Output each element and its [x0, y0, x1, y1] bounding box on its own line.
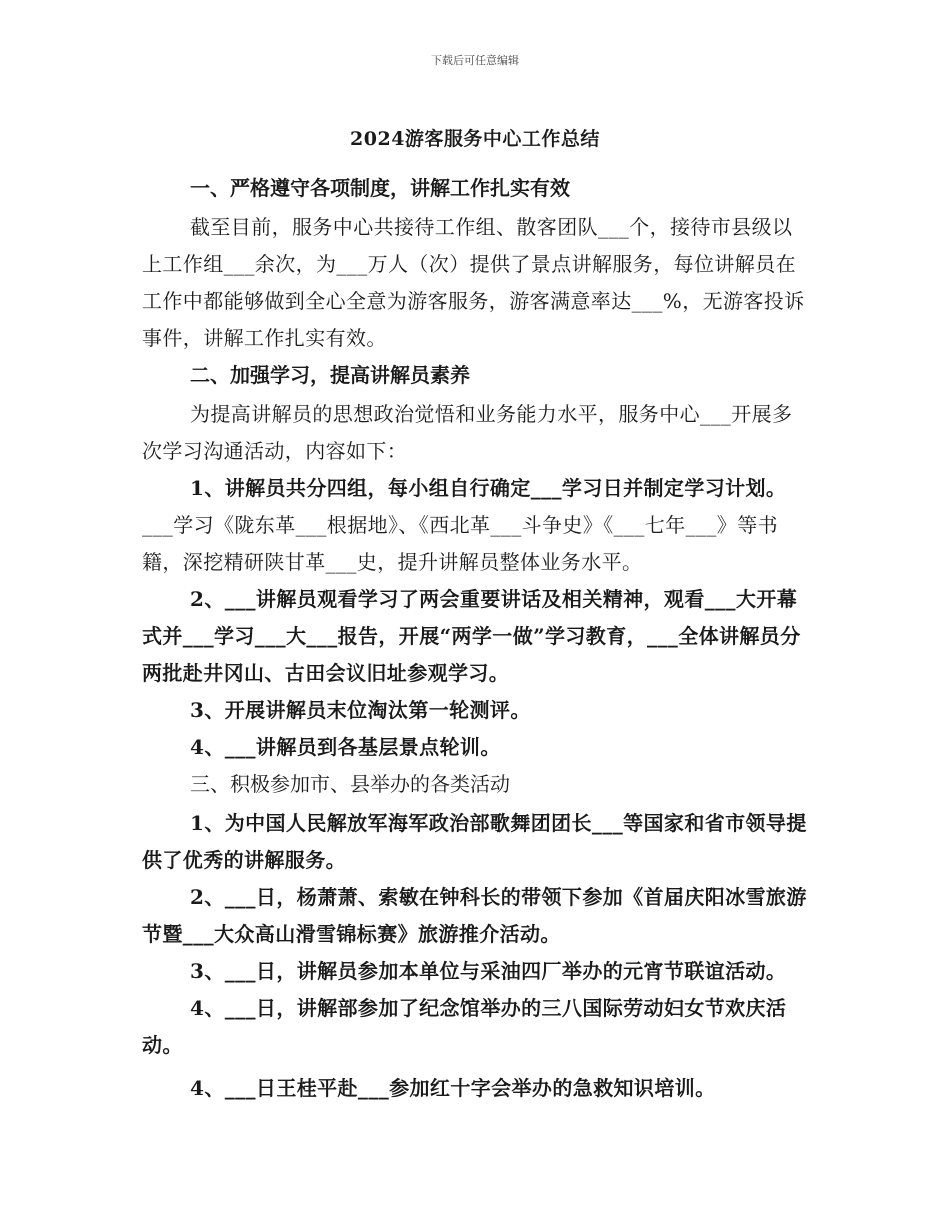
section-3-item-5: 4、___日王桂平赴___参加红十字会举办的急救知识培训。	[190, 1076, 716, 1100]
document-body	[142, 170, 812, 1107]
section-2-item-4: 4、___讲解员到各基层景点轮训。	[190, 735, 501, 759]
section-3-item-4: 4、___日，讲解部参加了纪念馆举办的三八国际劳动妇女节欢庆活动。	[142, 996, 787, 1057]
section-2-heading: 二、加强学习，提高讲解员素养	[190, 363, 470, 387]
section-2-item-1-detail: ___学习《陇东革___根据地》、《西北革___斗争史》《___七年___》等书籍，深挖精研陕甘革___史，提升讲解员整体业务水平。	[142, 513, 778, 574]
section-3-item-1: 1、为中国人民解放军海军政治部歌舞团团长___等国家和省市领导提供了优秀的讲解服务。	[142, 811, 807, 872]
section-2-item-1-heading: 1、讲解员共分四组，每小组自行确定___学习日并制定学习计划。	[190, 476, 787, 500]
section-1-heading: 一、严格遵守各项制度，讲解工作扎实有效	[190, 176, 570, 200]
section-3-item-3: 3、___日，讲解员参加本单位与采油四厂举办的元宵节联谊活动。	[190, 959, 787, 983]
section-2-intro: 为提高讲解员的思想政治觉悟和业务能力水平，服务中心___开展多次学习沟通活动，内容如下：	[142, 402, 793, 463]
section-2-item-2: 2、___讲解员观看学习了两会重要讲话及相关精神，观看___大开幕式并___学习___大___报告，开展“两学一做”学习教育，___全体讲解员分两批赴井冈山、古田会议旧址参观学习。	[142, 587, 801, 685]
section-3-item-2: 2、___日，杨萧萧、索敏在钟科长的带领下参加《首届庆阳冰雪旅游节暨___大众高山滑雪锦标赛》旅游推介活动。	[142, 885, 807, 946]
section-1-paragraph: 截至目前，服务中心共接待工作组、散客团队___个，接待市县级以上工作组___余次，为___万人（次）提供了景点讲解服务，每位讲解员在工作中都能够做到全心全意为游客服务，游客满意率达___%，无游客投诉事件，讲解工作扎实有效。	[142, 215, 805, 350]
page-header-note: 下载后可任意编辑	[431, 54, 519, 67]
section-2-item-3: 3、开展讲解员末位淘汰第一轮测评。	[190, 698, 531, 722]
section-3-heading: 三、积极参加市、县举办的各类活动	[190, 772, 510, 796]
document-title: 2024游客服务中心工作总结	[350, 128, 600, 150]
